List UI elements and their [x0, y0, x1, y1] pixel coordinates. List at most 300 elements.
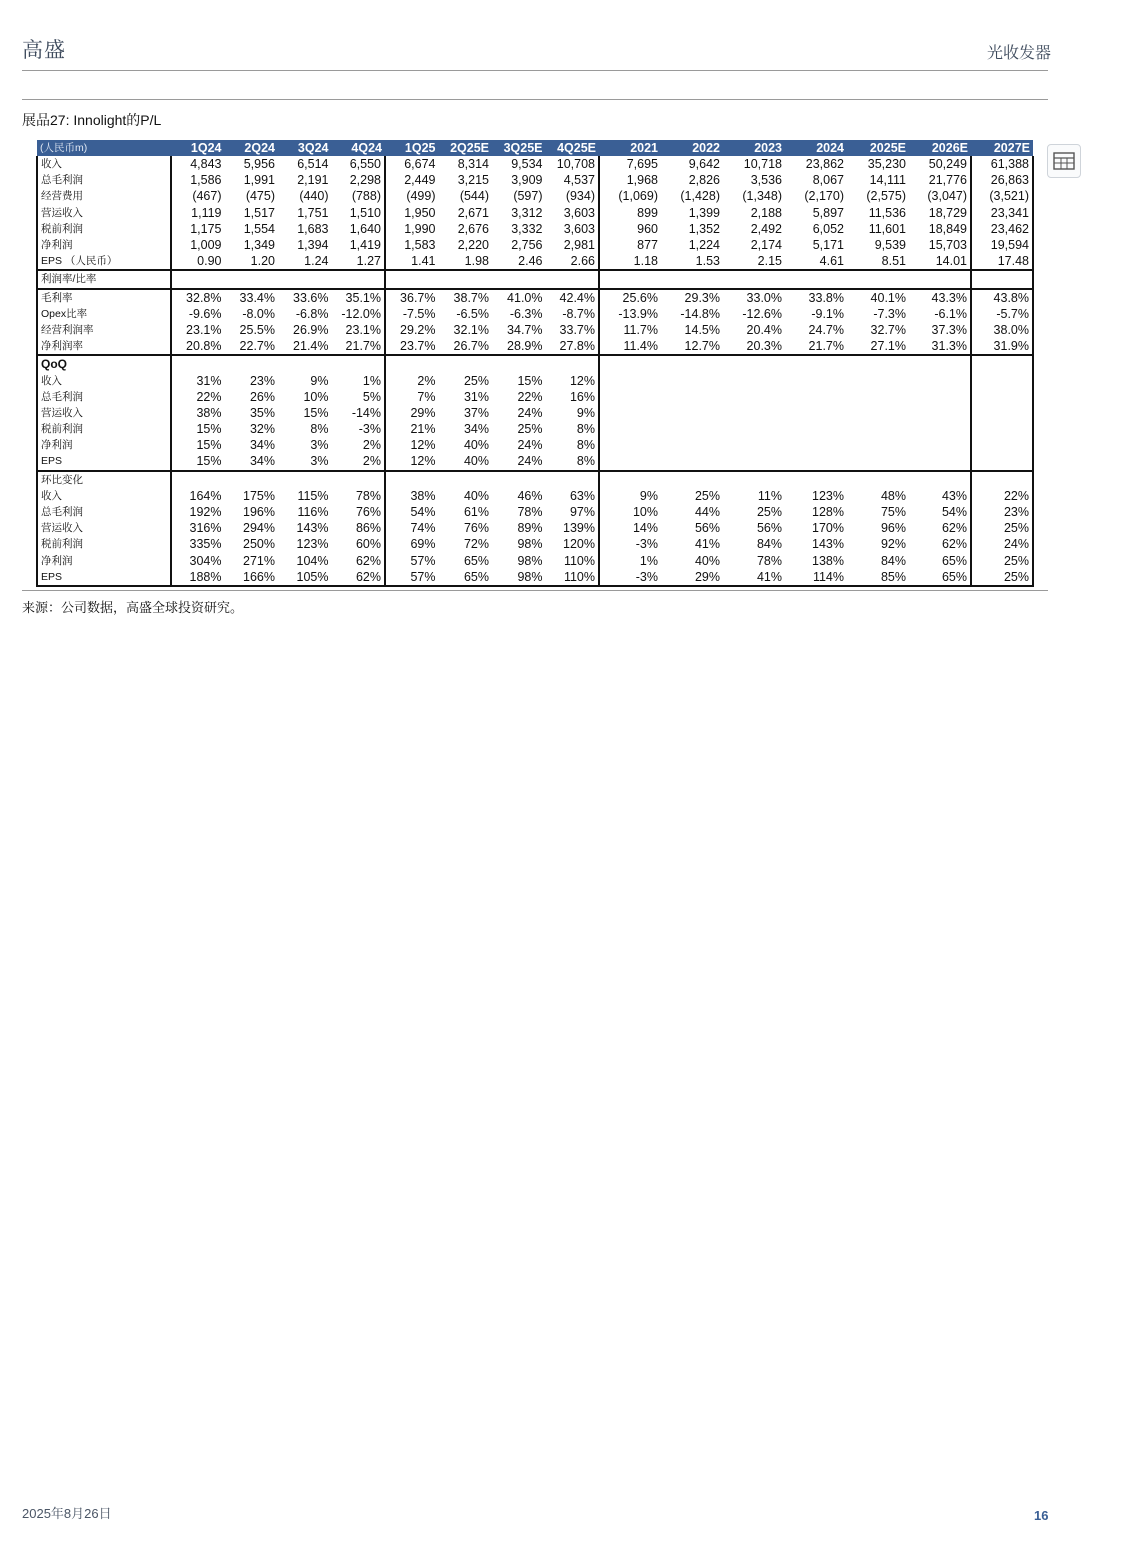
table-cell: 12% [410, 454, 436, 469]
table-cell: 84% [880, 553, 906, 568]
table-cell: 23% [971, 504, 1033, 520]
table-cell [971, 355, 1033, 372]
table-cell: -9.1% [811, 306, 844, 321]
table-cell: 85% [847, 569, 909, 586]
table-cell: 110% [546, 569, 600, 586]
table-cell: 9,642 [688, 157, 720, 172]
table-cell: 23.1% [332, 322, 386, 338]
table-cell [847, 471, 909, 488]
table-cell [385, 471, 439, 488]
table-cell: (597) [513, 189, 543, 204]
table-cell: 250% [243, 537, 275, 552]
table-cell: 2,188 [750, 205, 782, 220]
table-cell: 62% [332, 553, 386, 569]
table-cell: 3,603 [546, 205, 600, 221]
table-cell: 41.0% [492, 289, 546, 306]
table-cell: 34% [463, 422, 489, 437]
table-cell: 21,776 [928, 173, 967, 188]
table-cell: 1,119 [191, 205, 222, 220]
table-cell: 123% [296, 537, 329, 552]
table-cell: 32.1% [453, 322, 489, 337]
table-grid-icon[interactable] [1047, 144, 1081, 178]
table-cell [661, 372, 723, 388]
table-cell: 25.5% [239, 322, 275, 337]
table-cell: 24% [517, 405, 543, 420]
table-cell: 104% [296, 553, 329, 568]
section-label: 利润率/比率 [37, 270, 171, 288]
table-cell: 21.4% [293, 339, 329, 354]
table-cell: 34% [249, 438, 275, 453]
table-cell: 1,517 [243, 205, 275, 220]
table-cell: 2% [417, 373, 436, 388]
table-cell: 4.61 [819, 254, 844, 269]
table-cell: 26.7% [453, 339, 489, 354]
table-row [37, 553, 1033, 569]
table-cell: 44% [694, 505, 720, 520]
table-cell: 56% [694, 521, 720, 536]
table-cell: 1,751 [297, 205, 329, 220]
table-cell: -14.8% [680, 306, 720, 321]
table-cell: -5.7% [971, 306, 1033, 322]
table-cell: 25.6% [599, 289, 661, 306]
table-header-row [37, 140, 1033, 156]
table-cell: 92% [880, 537, 906, 552]
col-header: 2025E [847, 140, 909, 156]
table-cell: 54% [941, 505, 967, 520]
table-cell: 15% [517, 373, 543, 388]
table-cell [785, 437, 847, 453]
row-label: 净利润率 [37, 338, 171, 355]
table-cell [661, 421, 723, 437]
table-cell [909, 355, 971, 372]
table-cell: 23,862 [805, 157, 844, 172]
table-cell: 34.7% [507, 322, 543, 337]
table-cell: 60% [332, 536, 386, 552]
table-cell: 97% [546, 504, 600, 520]
table-cell: 8% [310, 422, 329, 437]
section-title: 光收发器 [986, 45, 1051, 62]
table-cell: 2,220 [457, 238, 489, 253]
table-cell: 98% [517, 537, 543, 552]
table-cell: 2,981 [546, 237, 600, 253]
table-cell: 7,695 [626, 157, 658, 172]
table-cell: 335% [189, 537, 222, 552]
table-cell: 27.1% [870, 339, 906, 354]
table-cell: 1,349 [243, 238, 275, 253]
table-cell [971, 437, 1033, 453]
table-cell: 26,863 [971, 172, 1033, 188]
table-row [37, 221, 1033, 237]
table-cell: 3% [310, 454, 329, 469]
col-header: 2Q24 [225, 140, 279, 156]
header-divider [22, 70, 1048, 71]
table-cell: 35.1% [332, 289, 386, 306]
table-cell: 166% [225, 569, 279, 586]
section-header-row [37, 471, 1033, 488]
table-cell: 15% [196, 454, 222, 469]
table-cell: 316% [189, 521, 222, 536]
table-cell: -6.3% [509, 306, 543, 321]
table-row [37, 389, 1033, 405]
table-cell [225, 270, 279, 288]
table-cell: 294% [243, 521, 275, 536]
table-cell: (2,575) [866, 189, 906, 204]
table-row [37, 536, 1033, 552]
col-header: 3Q24 [278, 140, 332, 156]
table-cell: 24% [971, 536, 1033, 552]
table-cell: -13.9% [618, 306, 658, 321]
table-cell: 69% [410, 537, 436, 552]
table-cell: 1.24 [304, 254, 329, 269]
table-cell: 22% [517, 389, 543, 404]
table-row [37, 322, 1033, 338]
col-header: 4Q24 [332, 140, 386, 156]
row-label: 营运收入 [37, 205, 171, 221]
table-cell: 22.7% [239, 339, 275, 354]
table-cell: 98% [517, 553, 543, 568]
table-cell [723, 405, 785, 421]
row-label: 总毛利润 [37, 172, 171, 188]
table-cell [599, 421, 661, 437]
table-cell: 29.2% [400, 322, 436, 337]
table-cell: 65% [941, 553, 967, 568]
table-cell: 9% [546, 405, 600, 421]
table-cell: 11.7% [623, 322, 658, 337]
table-cell: 4,537 [546, 172, 600, 188]
table-cell: 1,419 [332, 237, 386, 253]
table-cell: 139% [546, 520, 600, 536]
table-cell: 21.7% [808, 339, 844, 354]
table-cell [847, 453, 909, 470]
table-cell: 14% [632, 521, 658, 536]
source-divider [22, 590, 1048, 591]
table-cell: 115% [297, 488, 329, 503]
table-cell: 65% [439, 569, 493, 586]
table-row [37, 338, 1033, 355]
table-cell [661, 355, 723, 372]
table-cell [847, 437, 909, 453]
table-cell: 1.41 [411, 254, 436, 269]
table-cell: 196% [243, 505, 275, 520]
table-cell [599, 389, 661, 405]
table-cell [909, 453, 971, 470]
table-cell: 96% [880, 521, 906, 536]
table-cell: 1,510 [332, 205, 386, 221]
table-cell [661, 453, 723, 470]
pl-table-container [36, 140, 1034, 587]
table-row [37, 172, 1033, 188]
table-cell: 1,683 [297, 221, 329, 236]
table-cell: 5% [332, 389, 386, 405]
table-cell: 1,399 [688, 205, 720, 220]
table-cell: 17.48 [971, 253, 1033, 270]
table-cell [723, 355, 785, 372]
table-cell: 5,171 [812, 238, 844, 253]
table-cell: 3,312 [511, 205, 543, 220]
table-cell: 1,009 [190, 238, 222, 253]
table-cell: 25% [756, 505, 782, 520]
table-cell: 10,718 [743, 157, 782, 172]
table-cell: 40% [463, 438, 489, 453]
row-label: 收入 [37, 488, 171, 504]
table-cell: 31% [196, 373, 222, 388]
table-cell: 25% [971, 553, 1033, 569]
table-cell [785, 372, 847, 388]
table-cell: 27.8% [546, 338, 600, 355]
table-cell: 170% [812, 521, 844, 536]
col-header: 2024 [785, 140, 847, 156]
row-label: 净利润 [37, 553, 171, 569]
table-cell: 35% [249, 405, 275, 420]
table-cell: (2,170) [804, 189, 844, 204]
table-cell [546, 355, 600, 372]
table-cell: 78% [332, 488, 386, 504]
table-cell: 10,708 [546, 156, 600, 172]
table-cell: -6.5% [456, 306, 489, 321]
table-cell: 15% [196, 422, 222, 437]
table-cell: 31% [463, 389, 489, 404]
table-cell: 0.90 [197, 254, 222, 269]
table-cell: 84% [756, 537, 782, 552]
table-cell [847, 372, 909, 388]
section-label: QoQ [37, 355, 171, 372]
table-cell: 33.8% [785, 289, 847, 306]
table-cell: 24.7% [808, 322, 844, 337]
table-cell: 22% [971, 488, 1033, 504]
table-cell [909, 421, 971, 437]
table-cell [492, 471, 546, 488]
table-cell: 192% [189, 505, 222, 520]
table-cell: 1.27 [332, 253, 386, 270]
table-cell [385, 355, 439, 372]
table-cell [599, 405, 661, 421]
table-cell [971, 389, 1033, 405]
table-cell: 25% [971, 569, 1033, 586]
table-cell [785, 389, 847, 405]
table-cell: 2,671 [457, 205, 489, 220]
table-cell: 36.7% [385, 289, 439, 306]
table-cell: 37.3% [931, 322, 967, 337]
table-cell [661, 471, 723, 488]
table-cell: 1,586 [190, 173, 222, 188]
table-cell: 16% [546, 389, 600, 405]
table-cell: 123% [812, 488, 844, 503]
table-cell: -6.8% [295, 306, 329, 321]
table-cell: 38% [410, 488, 436, 503]
table-cell: -7.3% [873, 306, 906, 321]
table-cell: -7.5% [402, 306, 436, 321]
table-row [37, 306, 1033, 322]
table-cell: 50,249 [928, 157, 967, 172]
table-cell: -3% [599, 569, 661, 586]
table-cell: (1,428) [680, 189, 720, 204]
table-cell [599, 453, 661, 470]
table-cell [847, 389, 909, 405]
table-cell: 1,950 [404, 205, 436, 220]
table-cell: 23.7% [400, 339, 436, 354]
table-cell: 304% [189, 553, 222, 568]
table-cell [723, 270, 785, 288]
table-cell: 175% [243, 488, 275, 503]
row-label: 税前利润 [37, 221, 171, 237]
table-cell [723, 437, 785, 453]
table-cell: 40.1% [847, 289, 909, 306]
table-cell: 34% [249, 454, 275, 469]
table-cell [225, 355, 279, 372]
table-cell [785, 270, 847, 288]
table-cell: 43.3% [909, 289, 971, 306]
table-cell: 62% [941, 537, 967, 552]
table-cell [723, 389, 785, 405]
col-header: 2027E [971, 140, 1033, 156]
table-cell: 120% [546, 536, 600, 552]
table-cell: 1,990 [404, 221, 436, 236]
table-cell: 2% [332, 437, 386, 453]
table-cell: 74% [410, 521, 436, 536]
table-cell: 33.6% [278, 289, 332, 306]
table-cell: 25% [694, 488, 720, 503]
table-row [37, 237, 1033, 253]
table-cell: 1,394 [297, 238, 329, 253]
table-row [37, 156, 1033, 172]
table-cell [661, 405, 723, 421]
table-cell: 46% [517, 488, 543, 503]
table-row [37, 488, 1033, 504]
table-cell [439, 355, 493, 372]
table-cell: 57% [385, 569, 439, 586]
table-cell [171, 270, 225, 288]
table-cell: 65% [909, 569, 971, 586]
row-label: 税前利润 [37, 421, 171, 437]
table-cell [661, 389, 723, 405]
row-label: EPS （人民币） [37, 253, 171, 270]
table-cell: 23,341 [971, 205, 1033, 221]
table-cell [599, 471, 661, 488]
table-cell: 42.4% [546, 289, 600, 306]
table-cell: 3,215 [457, 173, 489, 188]
table-cell: 1% [639, 553, 658, 568]
table-cell: 24% [517, 438, 543, 453]
table-cell: 6,674 [404, 157, 436, 172]
table-cell: 9,534 [511, 157, 543, 172]
table-cell [599, 437, 661, 453]
table-cell: 31.9% [971, 338, 1033, 355]
row-label: 经营利润率 [37, 322, 171, 338]
row-label: 总毛利润 [37, 504, 171, 520]
table-cell: -3% [635, 537, 658, 552]
table-cell: 3,909 [511, 173, 543, 188]
table-cell: 1,583 [404, 238, 436, 253]
pl-table [36, 140, 1034, 587]
table-cell [971, 405, 1033, 421]
table-cell: 1,352 [688, 221, 720, 236]
footer-date: 2025年8月26日 [22, 1506, 112, 1521]
table-cell: 8% [546, 421, 600, 437]
table-cell: 31.3% [931, 339, 967, 354]
table-cell [332, 471, 386, 488]
table-cell: 75% [880, 505, 906, 520]
row-label: 税前利润 [37, 536, 171, 552]
col-header: 2Q25E [439, 140, 493, 156]
table-cell: 76% [463, 521, 489, 536]
table-cell: 2,676 [457, 221, 489, 236]
table-cell [971, 270, 1033, 288]
table-cell [785, 421, 847, 437]
table-cell: 6,052 [812, 221, 844, 236]
table-cell: -6.1% [934, 306, 967, 321]
table-row [37, 372, 1033, 388]
table-cell: 22% [196, 389, 222, 404]
table-cell: (467) [192, 189, 222, 204]
table-cell: 2.46 [518, 254, 543, 269]
table-cell: 8.51 [881, 254, 906, 269]
table-cell [723, 471, 785, 488]
table-cell [971, 421, 1033, 437]
exhibit-title: 展品27: Innolight的P/L [22, 112, 162, 128]
table-cell: 138% [812, 553, 844, 568]
table-cell: 1.98 [464, 254, 489, 269]
table-cell: (934) [546, 188, 600, 204]
row-label: 毛利率 [37, 289, 171, 306]
table-cell [661, 270, 723, 288]
row-label: 收入 [37, 156, 171, 172]
table-cell: 43% [941, 488, 967, 503]
section-header-row [37, 270, 1033, 288]
table-cell [847, 355, 909, 372]
row-label: 收入 [37, 372, 171, 388]
table-cell: 14.5% [684, 322, 720, 337]
table-cell: 14.01 [935, 254, 967, 269]
col-header: 1Q24 [171, 140, 225, 156]
table-cell: -3% [332, 421, 386, 437]
table-cell: 40% [463, 454, 489, 469]
table-row [37, 289, 1033, 306]
table-cell [661, 437, 723, 453]
table-cell: 25% [971, 520, 1033, 536]
table-cell [847, 270, 909, 288]
table-cell [439, 270, 493, 288]
table-cell [971, 471, 1033, 488]
table-cell: 15,703 [928, 238, 967, 253]
table-cell [332, 355, 386, 372]
table-row [37, 520, 1033, 536]
table-cell [909, 372, 971, 388]
table-cell: 7% [417, 389, 436, 404]
table-cell: 6,550 [332, 156, 386, 172]
table-cell: 143% [812, 537, 844, 552]
table-cell: 2,191 [297, 173, 329, 188]
table-cell: 271% [243, 553, 275, 568]
table-cell: 61,388 [971, 156, 1033, 172]
table-cell: 11,601 [868, 221, 906, 236]
unit-label: (人民币m) [37, 140, 171, 156]
table-cell [785, 405, 847, 421]
table-row [37, 405, 1033, 421]
table-cell: 20.3% [746, 339, 782, 354]
table-cell [546, 270, 600, 288]
table-cell: 26% [249, 389, 275, 404]
table-cell: 2,492 [750, 221, 782, 236]
col-header: 4Q25E [546, 140, 600, 156]
table-cell: 43.8% [971, 289, 1033, 306]
table-cell: (3,521) [971, 188, 1033, 204]
table-cell: -9.6% [188, 306, 222, 321]
table-cell: (1,348) [742, 189, 782, 204]
table-cell [847, 405, 909, 421]
row-label: 总毛利润 [37, 389, 171, 405]
exhibit-divider [22, 99, 1048, 100]
table-cell: 20.4% [746, 322, 782, 337]
